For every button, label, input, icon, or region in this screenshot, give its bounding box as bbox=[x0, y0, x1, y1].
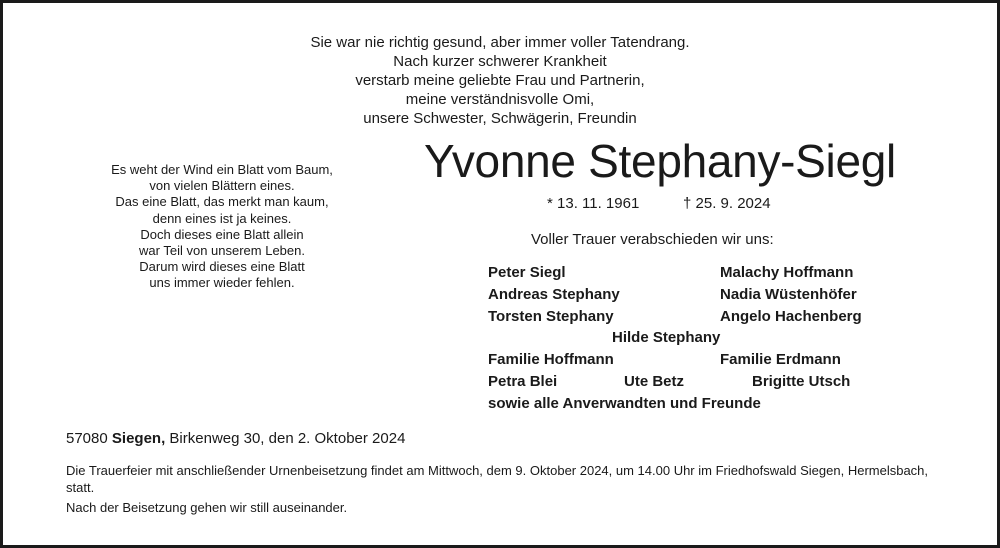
death-date: † 25. 9. 2024 bbox=[683, 195, 771, 212]
after-burial-note: Nach der Beisetzung gehen wir still auseinander. bbox=[66, 500, 348, 515]
postcode: 57080 bbox=[66, 430, 108, 447]
intro-line: meine verständnisvolle Omi, bbox=[405, 91, 595, 108]
intro-line: verstarb meine geliebte Frau und Partnerin, bbox=[355, 72, 645, 89]
intro-text bbox=[200, 33, 800, 128]
mourner-name: Angelo Hachenberg bbox=[720, 308, 862, 325]
poem-line: Das eine Blatt, das merkt man kaum, bbox=[115, 194, 329, 210]
intro-line: unsere Schwester, Schwägerin, Freundin bbox=[363, 110, 637, 127]
mourner-name: Familie Erdmann bbox=[720, 351, 841, 368]
poem-line: Doch dieses eine Blatt allein bbox=[140, 226, 304, 242]
poem-line: Es weht der Wind ein Blatt vom Baum, bbox=[111, 162, 333, 177]
mourner-name: Familie Hoffmann bbox=[488, 351, 614, 368]
address-date: Birkenweg 30, den 2. Oktober 2024 bbox=[169, 430, 406, 447]
mourner-name: Hilde Stephany bbox=[612, 329, 721, 346]
poem-line: denn eines ist ja keines. bbox=[152, 210, 292, 226]
poem-line: Darum wird dieses eine Blatt bbox=[139, 259, 305, 275]
birth-date: * 13. 11. 1961 bbox=[547, 195, 640, 212]
mourning-intro: Voller Trauer verabschieden wir uns: bbox=[531, 231, 774, 248]
mourner-name: Ute Betz bbox=[624, 373, 685, 390]
poem-line: war Teil von unserem Leben. bbox=[139, 243, 305, 259]
city: Siegen, bbox=[111, 430, 166, 447]
mourner-name: Nadia Wüstenhöfer bbox=[720, 286, 857, 303]
mourner-name: Andreas Stephany bbox=[488, 286, 620, 303]
mourner-name: Brigitte Utsch bbox=[752, 373, 851, 390]
mourner-name: Malachy Hoffmann bbox=[720, 264, 854, 281]
intro-line: Sie war nie richtig gesund, aber immer voller Tatendrang. bbox=[310, 34, 690, 51]
poem-line: uns immer wieder fehlen. bbox=[149, 275, 295, 291]
poem-line: von vielen Blättern eines. bbox=[149, 178, 295, 194]
deceased-name: Yvonne Stephany-Siegl bbox=[424, 135, 896, 187]
mourner-name: sowie alle Anverwandten und Freunde bbox=[488, 395, 761, 412]
poem bbox=[62, 162, 382, 292]
intro-line: Nach kurzer schwerer Krankheit bbox=[393, 53, 607, 70]
funeral-notice: Die Trauerfeier mit anschließender Urnenbeisetzung findet am Mittwoch, dem 9. Oktober 2024, um 14.00 Uhr im Friedhofswald Siegen, Hermelsbach, statt. bbox=[66, 463, 929, 495]
mourner-name: Peter Siegl bbox=[488, 264, 566, 281]
mourner-name: Torsten Stephany bbox=[488, 308, 614, 325]
place-date-line bbox=[66, 429, 405, 449]
mourner-name: Petra Blei bbox=[488, 373, 558, 390]
